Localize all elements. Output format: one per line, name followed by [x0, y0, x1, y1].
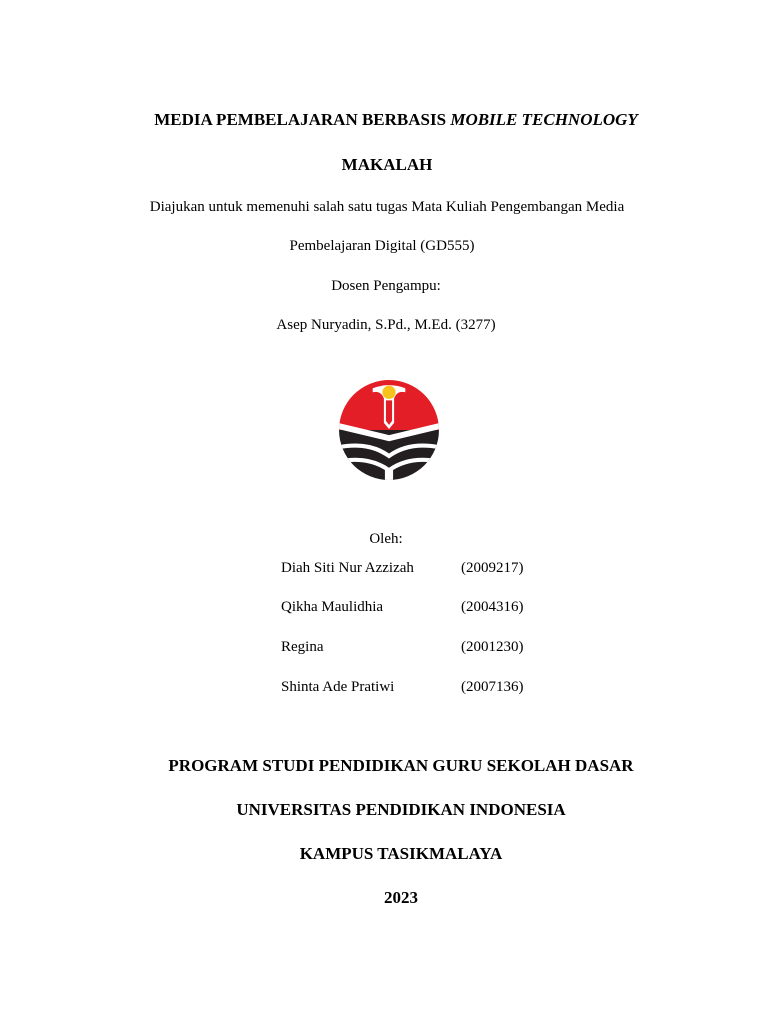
lecturer-name: Asep Nuryadin, S.Pd., M.Ed. (3277) [276, 317, 496, 333]
author-nim: (2004316) [461, 599, 524, 615]
author-name: Diah Siti Nur Azzizah [281, 560, 414, 576]
title-prefix: MEDIA PEMBELAJARAN BERBASIS [154, 110, 451, 129]
study-program: PROGRAM STUDI PENDIDIKAN GURU SEKOLAH DASAR [168, 756, 634, 775]
upi-university-logo-icon [338, 378, 440, 482]
document-title [12, 110, 768, 130]
author-name: Shinta Ade Pratiwi [281, 679, 395, 695]
by-label: Oleh: [369, 531, 403, 547]
university-name: UNIVERSITAS PENDIDIKAN INDONESIA [236, 800, 566, 819]
document-year: 2023 [384, 888, 418, 907]
purpose-line-2: Pembelajaran Digital (GD555) [289, 238, 475, 254]
document-type: MAKALAH [341, 155, 433, 174]
lecturer-label: Dosen Pengampu: [331, 278, 441, 294]
author-name: Qikha Maulidhia [281, 599, 384, 615]
author-name: Regina [281, 639, 324, 655]
campus-name: KAMPUS TASIKMALAYA [299, 844, 503, 863]
title-italic: MOBILE TECHNOLOGY [450, 110, 638, 129]
purpose-line-1: Diajukan untuk memenuhi salah satu tugas Mata Kuliah Pengembangan Media [149, 199, 625, 215]
author-nim: (2007136) [461, 679, 524, 695]
author-nim: (2001230) [461, 639, 524, 655]
author-nim: (2009217) [461, 560, 524, 576]
